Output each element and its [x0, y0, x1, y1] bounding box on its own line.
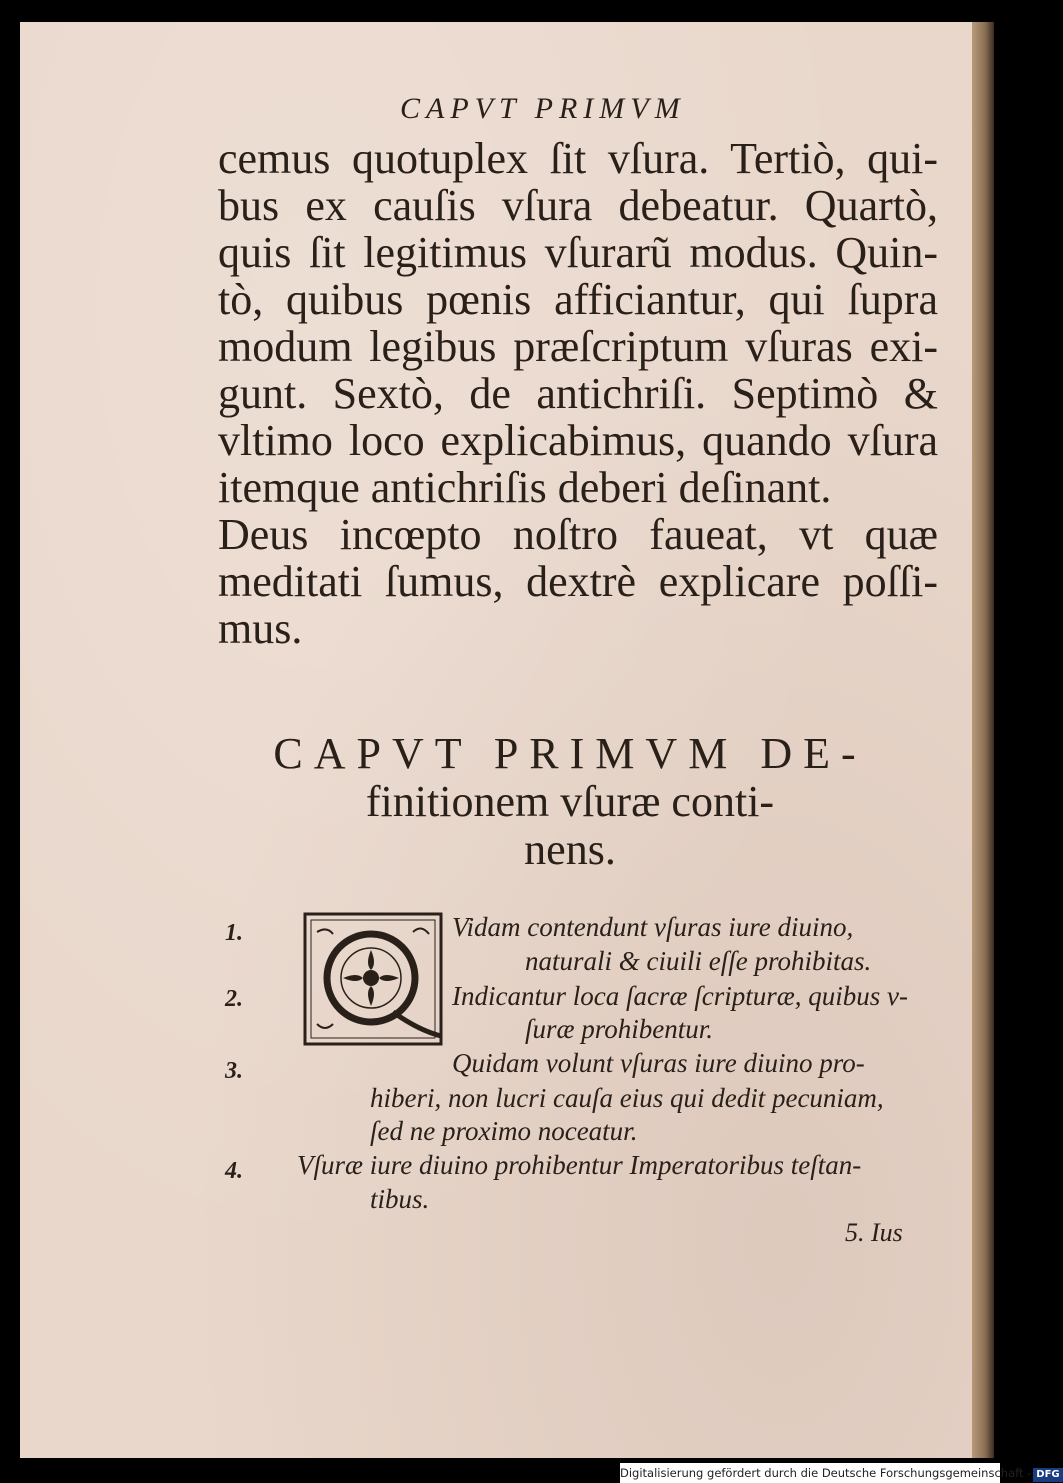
summary-line: Vſuræ iure diuino prohibentur Imperatoribus teſtan-: [297, 1150, 862, 1180]
summary-number: 4.: [225, 1158, 243, 1184]
body-text: [218, 135, 938, 652]
summary-line: tibus.: [370, 1184, 430, 1214]
body-line: cemus quotuplex ſit vſura. Tertiò, qui-: [218, 134, 938, 183]
body-line: vltimo loco explicabimus, quando vſura: [218, 416, 938, 465]
body-line: Deus incœpto noſtro faueat, vt quæ: [218, 510, 938, 559]
body-line: tò, quibus pœnis afficiantur, qui ſupra: [218, 275, 938, 324]
running-head: CAPVT PRIMVM: [400, 92, 686, 125]
body-line: bus ex cauſis vſura debeatur. Quartò,: [218, 181, 938, 230]
body-line: itemque antichriſis deberi deſinant.: [218, 463, 832, 512]
body-line: gunt. Sextò, de antichriſi. Septimò &: [218, 369, 938, 418]
summary-line: ſuræ prohibentur.: [525, 1014, 714, 1044]
summary-number: 1.: [225, 920, 243, 946]
body-line: modum legibus præſcriptum vſuras exi-: [218, 322, 938, 371]
chapter-heading: [210, 730, 930, 874]
heading-line: nens.: [524, 825, 616, 874]
summary-line: Vidam contendunt vſuras iure diuino,: [452, 912, 854, 942]
summary-line: Indicantur loca ſacræ ſcripturæ, quibus v-: [452, 981, 908, 1011]
summary-line: Quidam volunt vſuras iure diuino pro-: [452, 1048, 865, 1078]
page-edge: [972, 22, 994, 1458]
summary-number: 2.: [225, 986, 243, 1012]
body-line: quis ſit legitimus vſurarũ modus. Quin-: [218, 228, 938, 277]
catchword: 5. Ius: [845, 1218, 903, 1247]
footer-text: Digitalisierung gefördert durch die Deutsche Forschungsgemeinschaft -: [620, 1466, 1032, 1480]
body-line: meditati ſumus, dextrè explicare poſſi-: [218, 557, 938, 606]
footer-credit: [620, 1463, 1060, 1483]
summary-line: ſed ne proximo noceatur.: [370, 1116, 638, 1146]
heading-line: CAPVT PRIMVM DE-: [273, 729, 867, 778]
dfg-logo-icon: DFG: [1033, 1468, 1062, 1482]
heading-line: finitionem vſuræ conti-: [365, 777, 775, 826]
summary-line: hiberi, non lucri cauſa eius qui dedit pecuniam,: [370, 1083, 884, 1113]
summary-line: naturali & ciuili eſſe prohibitas.: [525, 946, 872, 976]
summary-number: 3.: [225, 1058, 243, 1084]
decorated-initial-q-icon: [303, 912, 443, 1052]
body-line: mus.: [218, 604, 303, 653]
